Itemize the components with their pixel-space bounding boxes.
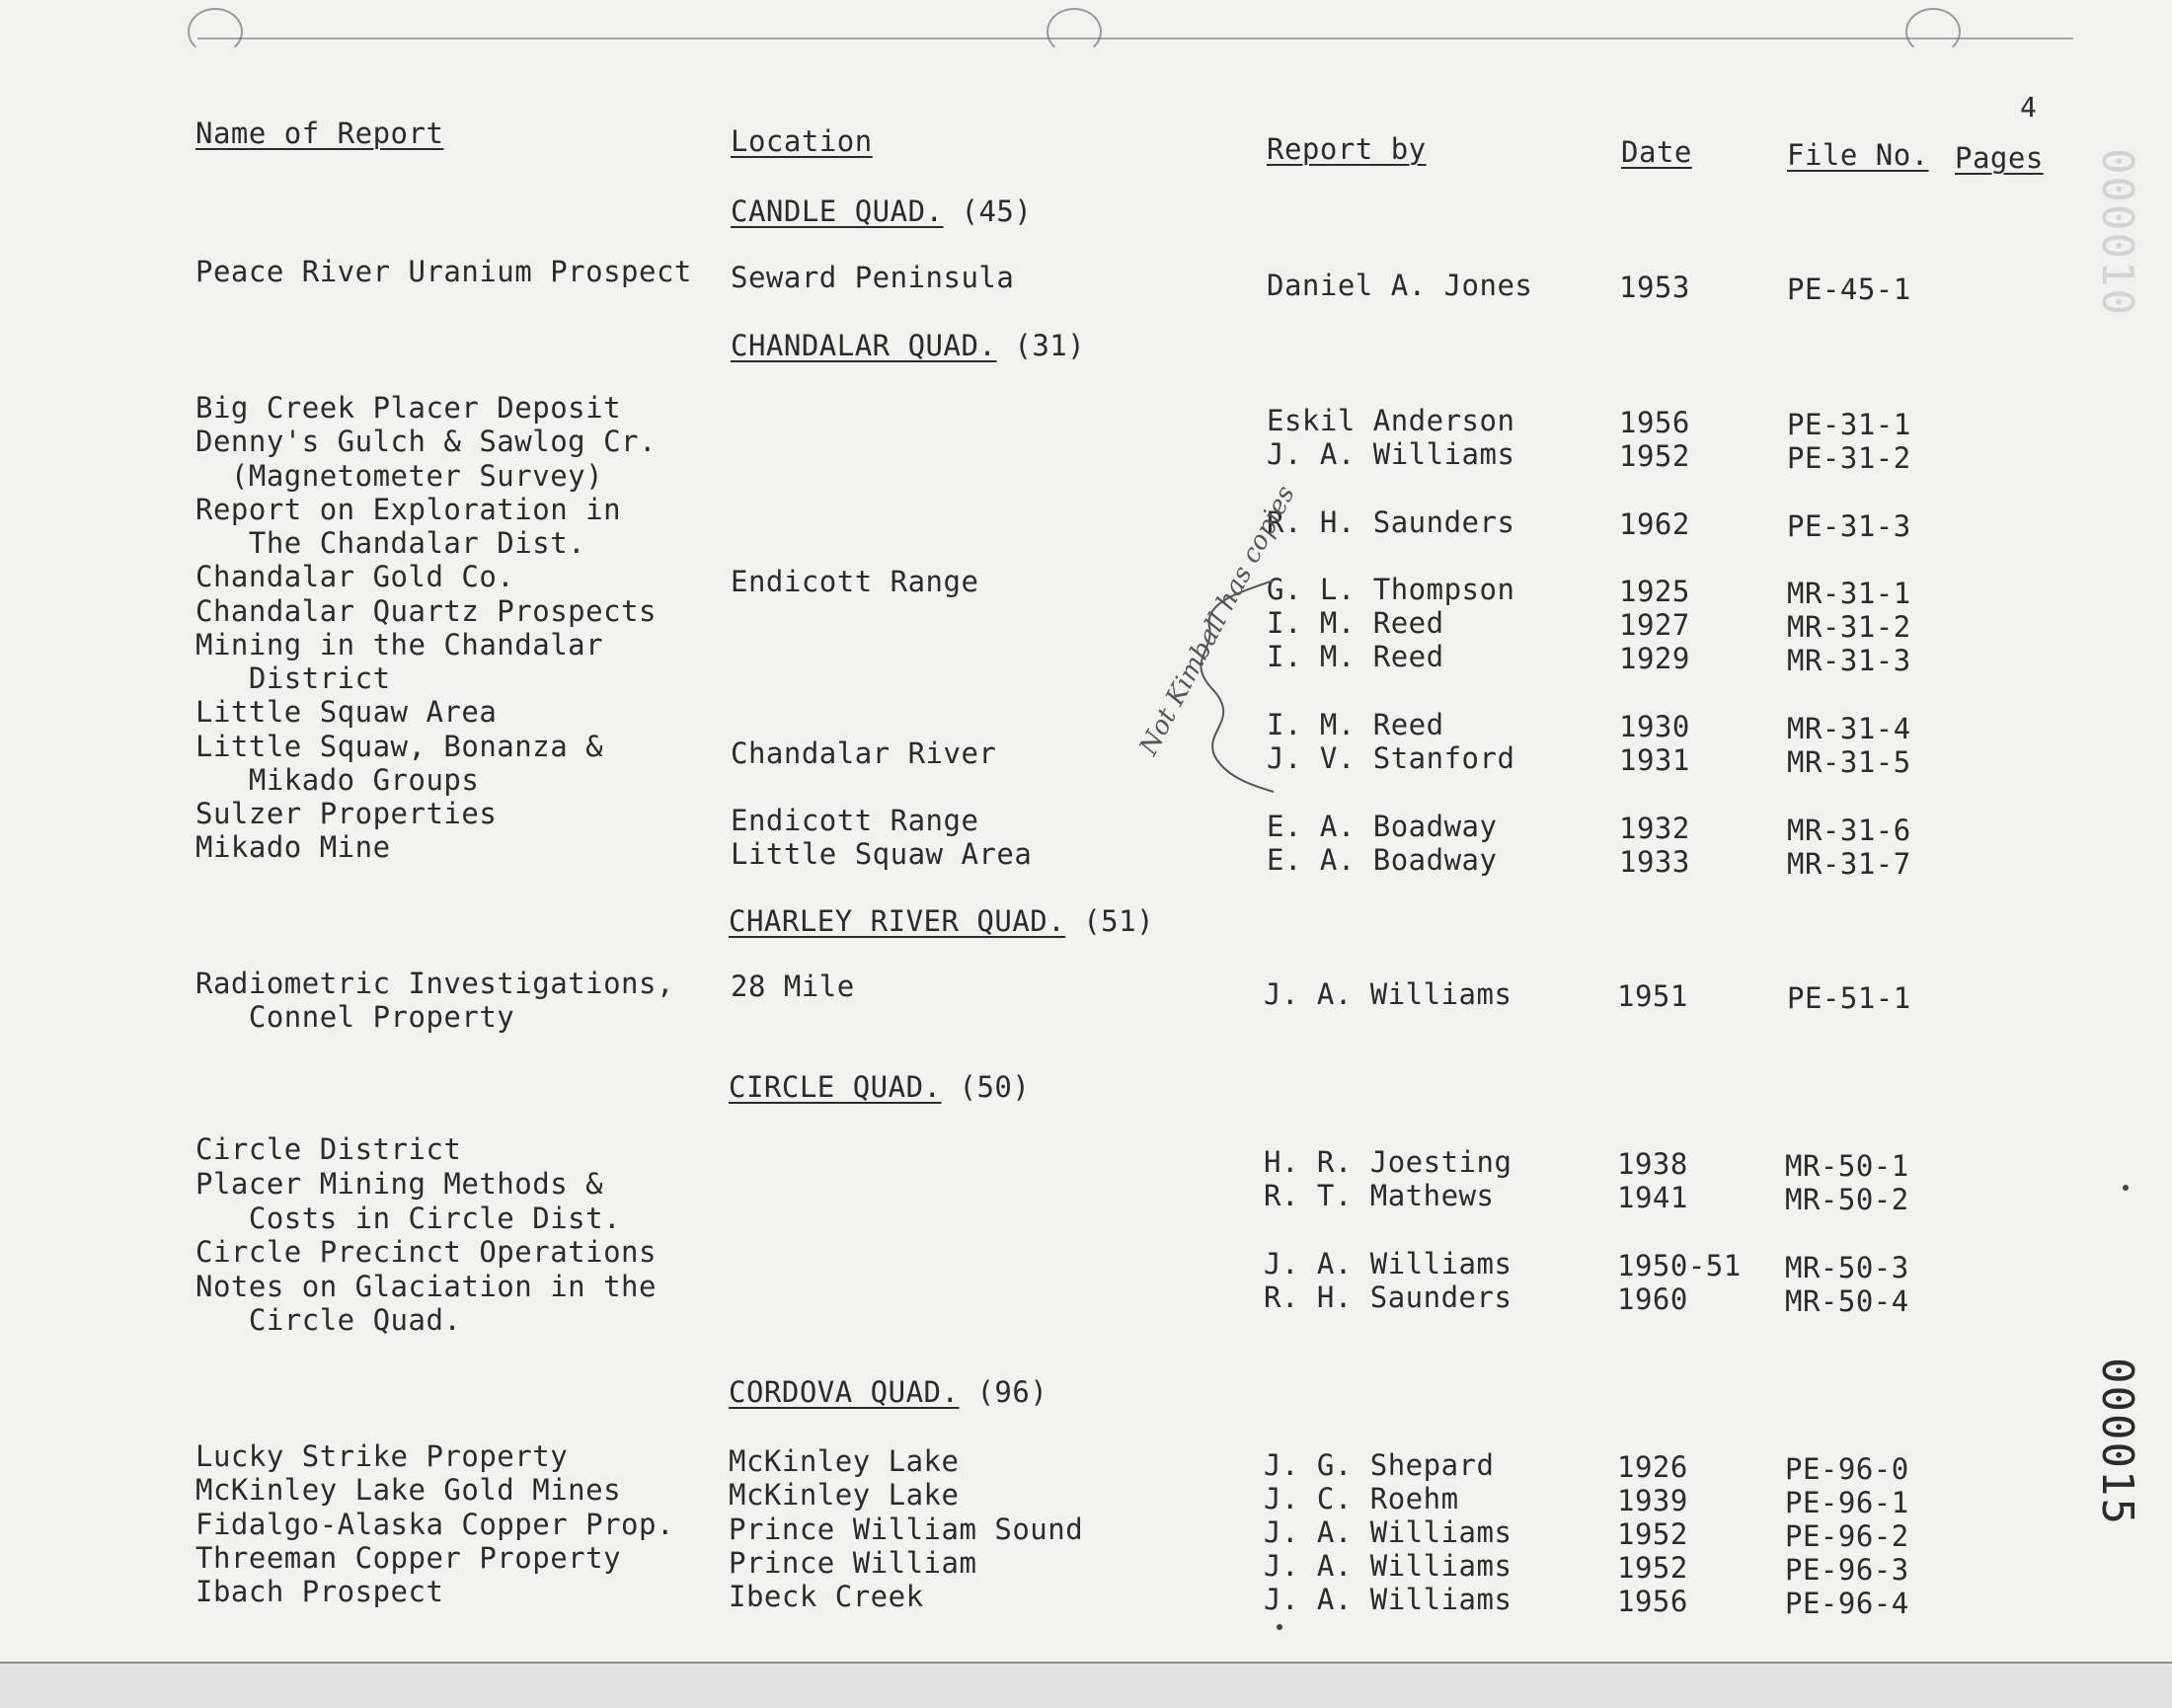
report-author: R. H. Saunders xyxy=(1267,505,1515,539)
report-name: Chandalar Quartz Prospects xyxy=(195,594,657,628)
report-author: R. H. Saunders xyxy=(1264,1281,1513,1314)
report-date: 1941 xyxy=(1617,1181,1688,1214)
section-code: (51) xyxy=(1083,904,1155,938)
report-name: Threeman Copper Property xyxy=(195,1541,622,1575)
report-file-no: PE-96-2 xyxy=(1785,1519,1909,1553)
report-location: Chandalar River xyxy=(731,737,997,770)
report-name: Mikado Groups xyxy=(195,763,480,797)
report-author: J. A. Williams xyxy=(1264,1549,1513,1583)
report-date: 1939 xyxy=(1617,1484,1688,1517)
report-file-no: PE-96-4 xyxy=(1785,1587,1909,1620)
report-date: 1951 xyxy=(1617,979,1688,1013)
section-code: (31) xyxy=(1014,329,1086,362)
report-date: 1938 xyxy=(1617,1147,1688,1181)
report-file-no: PE-31-2 xyxy=(1787,441,1911,475)
report-file-no: MR-31-1 xyxy=(1787,577,1911,610)
report-name: Denny's Gulch & Sawlog Cr. xyxy=(195,425,657,458)
report-name: Big Creek Placer Deposit xyxy=(195,391,622,425)
report-date: 1950-51 xyxy=(1617,1249,1742,1282)
report-file-no: MR-31-5 xyxy=(1787,745,1911,779)
section-quad: CIRCLE QUAD. xyxy=(729,1070,942,1104)
binder-hole-mark xyxy=(188,8,243,55)
report-date: 1927 xyxy=(1619,608,1690,642)
report-author: R. T. Mathews xyxy=(1264,1179,1495,1212)
report-author: J. G. Shepard xyxy=(1264,1448,1495,1482)
report-name: Mikado Mine xyxy=(195,830,391,864)
report-name: Report on Exploration in xyxy=(195,493,622,526)
report-name: Connel Property xyxy=(195,1000,515,1034)
report-file-no: PE-96-0 xyxy=(1785,1452,1909,1486)
report-location: Seward Peninsula xyxy=(731,261,1015,294)
report-date: 1956 xyxy=(1619,406,1690,439)
top-rule xyxy=(197,38,2073,39)
header-location: Location xyxy=(731,124,873,158)
report-name: District xyxy=(195,661,391,695)
report-author: Daniel A. Jones xyxy=(1267,269,1533,302)
report-location: Prince William Sound xyxy=(729,1513,1084,1546)
report-author: J. A. Williams xyxy=(1264,1515,1513,1549)
report-file-no: MR-31-3 xyxy=(1787,644,1911,677)
stray-mark xyxy=(1277,1624,1282,1630)
report-file-no: MR-50-4 xyxy=(1785,1284,1909,1318)
report-file-no: PE-51-1 xyxy=(1787,981,1911,1015)
report-name: Placer Mining Methods & xyxy=(195,1167,604,1201)
page-number: 4 xyxy=(2020,91,2037,123)
header-report-by: Report by xyxy=(1267,132,1427,166)
binder-hole-mark xyxy=(1905,8,1961,55)
report-date: 1930 xyxy=(1619,710,1690,743)
report-author: E. A. Boadway xyxy=(1267,810,1498,843)
report-name: Peace River Uranium Prospect xyxy=(195,255,692,288)
report-file-no: MR-50-2 xyxy=(1785,1183,1909,1216)
report-location: Little Squaw Area xyxy=(731,837,1033,871)
report-file-no: MR-50-3 xyxy=(1785,1251,1909,1284)
section-heading xyxy=(729,1375,1047,1409)
header-name-of-report: Name of Report xyxy=(195,116,444,150)
section-code: (45) xyxy=(961,194,1033,228)
report-name: Little Squaw Area xyxy=(195,695,498,729)
report-author: J. A. Williams xyxy=(1264,1247,1513,1281)
header-date: Date xyxy=(1621,135,1692,169)
stray-mark xyxy=(2123,1185,2129,1191)
report-date: 1929 xyxy=(1619,642,1690,675)
report-author: H. R. Joesting xyxy=(1264,1145,1513,1179)
section-heading xyxy=(729,904,1154,938)
report-file-no: PE-31-1 xyxy=(1787,408,1911,441)
report-location: Endicott Range xyxy=(731,804,979,837)
report-date: 1953 xyxy=(1619,271,1690,304)
section-heading xyxy=(729,1070,1030,1104)
report-name: Costs in Circle Dist. xyxy=(195,1202,622,1235)
report-date: 1932 xyxy=(1619,812,1690,845)
report-location: McKinley Lake xyxy=(729,1444,960,1478)
report-date: 1952 xyxy=(1617,1551,1688,1585)
report-date: 1952 xyxy=(1617,1517,1688,1551)
report-name: McKinley Lake Gold Mines xyxy=(195,1473,622,1507)
report-date: 1926 xyxy=(1617,1450,1688,1484)
report-file-no: MR-50-1 xyxy=(1785,1149,1909,1183)
report-author: J. A. Williams xyxy=(1267,437,1515,471)
report-author: G. L. Thompson xyxy=(1267,573,1515,606)
report-author: I. M. Reed xyxy=(1267,708,1444,741)
report-date: 1952 xyxy=(1619,439,1690,473)
handwritten-note: Not Kimball has copies xyxy=(1133,481,1301,760)
side-stamp-faint: 000010 xyxy=(2092,148,2142,317)
report-date: 1960 xyxy=(1617,1282,1688,1316)
report-name: Circle Quad. xyxy=(195,1303,462,1337)
side-stamp-number: 000015 xyxy=(2092,1358,2142,1526)
report-location: Endicott Range xyxy=(731,565,979,598)
report-author: E. A. Boadway xyxy=(1267,843,1498,877)
section-quad: CHANDALAR QUAD. xyxy=(731,329,997,362)
report-name: Lucky Strike Property xyxy=(195,1439,569,1473)
section-code: (50) xyxy=(959,1070,1031,1104)
report-author: Eskil Anderson xyxy=(1267,404,1515,437)
section-heading xyxy=(731,329,1085,362)
report-author: J. C. Roehm xyxy=(1264,1482,1459,1515)
section-quad: CANDLE QUAD. xyxy=(731,194,944,228)
report-name: Mining in the Chandalar xyxy=(195,628,604,661)
report-name: The Chandalar Dist. xyxy=(195,526,586,560)
page-bottom-edge xyxy=(0,1662,2172,1708)
report-location: 28 Mile xyxy=(731,970,855,1003)
report-file-no: MR-31-2 xyxy=(1787,610,1911,644)
report-name: Notes on Glaciation in the xyxy=(195,1270,657,1303)
section-code: (96) xyxy=(976,1375,1048,1409)
section-heading xyxy=(731,194,1032,228)
report-name: Circle District xyxy=(195,1132,462,1166)
report-date: 1933 xyxy=(1619,845,1690,879)
report-name: (Magnetometer Survey) xyxy=(195,459,604,493)
report-name: Circle Precinct Operations xyxy=(195,1235,657,1269)
report-author: J. A. Williams xyxy=(1264,977,1513,1011)
report-name: Chandalar Gold Co. xyxy=(195,560,515,593)
report-name: Radiometric Investigations, xyxy=(195,967,674,1000)
header-pages: Pages xyxy=(1955,141,2044,175)
report-location: Prince William xyxy=(729,1546,977,1580)
binder-hole-mark xyxy=(1047,8,1102,55)
report-date: 1956 xyxy=(1617,1585,1688,1618)
report-date: 1925 xyxy=(1619,575,1690,608)
report-file-no: PE-31-3 xyxy=(1787,509,1911,543)
report-author: J. V. Stanford xyxy=(1267,741,1515,775)
report-name: Little Squaw, Bonanza & xyxy=(195,730,604,763)
report-author: I. M. Reed xyxy=(1267,640,1444,673)
report-date: 1962 xyxy=(1619,507,1690,541)
report-file-no: MR-31-4 xyxy=(1787,712,1911,745)
report-name: Sulzer Properties xyxy=(195,797,498,830)
report-location: McKinley Lake xyxy=(729,1478,960,1512)
report-file-no: PE-96-1 xyxy=(1785,1486,1909,1519)
report-file-no: MR-31-7 xyxy=(1787,847,1911,881)
report-date: 1931 xyxy=(1619,743,1690,777)
report-author: J. A. Williams xyxy=(1264,1583,1513,1616)
section-quad: CORDOVA QUAD. xyxy=(729,1375,960,1409)
section-quad: CHARLEY RIVER QUAD. xyxy=(729,904,1066,938)
report-location: Ibeck Creek xyxy=(729,1580,924,1613)
report-name: Fidalgo-Alaska Copper Prop. xyxy=(195,1508,674,1541)
report-name: Ibach Prospect xyxy=(195,1575,444,1608)
report-file-no: MR-31-6 xyxy=(1787,814,1911,847)
report-file-no: PE-96-3 xyxy=(1785,1553,1909,1587)
report-file-no: PE-45-1 xyxy=(1787,272,1911,306)
report-author: I. M. Reed xyxy=(1267,606,1444,640)
header-file-no: File No. xyxy=(1787,138,1929,172)
